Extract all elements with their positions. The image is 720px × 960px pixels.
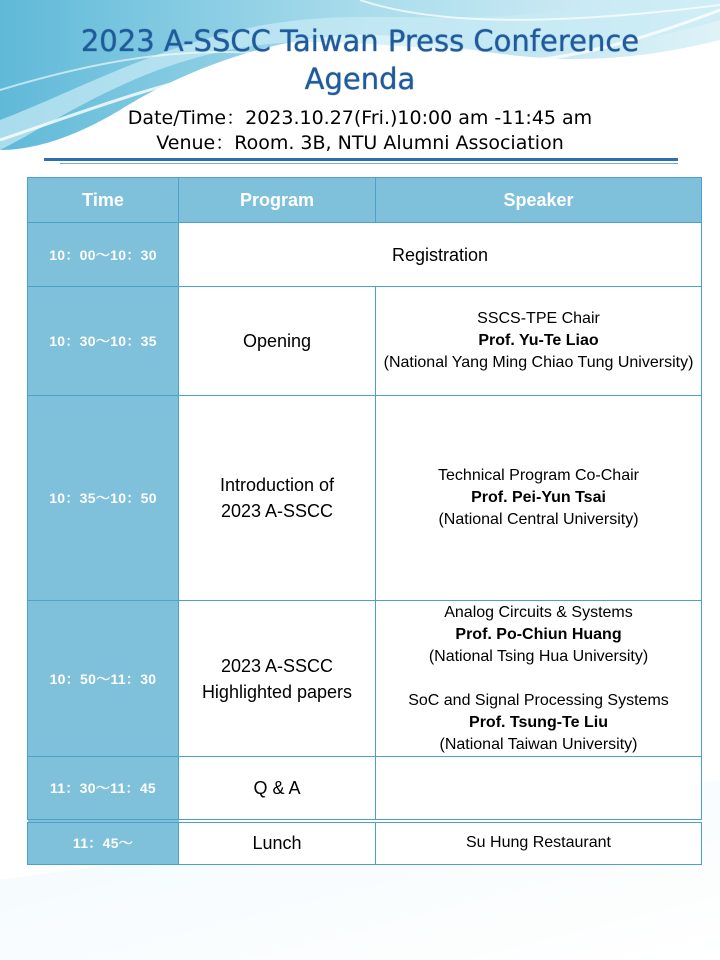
table-row: [28, 601, 702, 757]
title-line-2: Agenda: [304, 62, 416, 96]
speaker-role: Analog Circuits & Systems: [444, 603, 633, 621]
time-cell: 10：35～10：50: [28, 396, 179, 601]
table-header-row: [28, 178, 702, 223]
time-cell: 10：00～10：30: [28, 223, 179, 287]
speaker-affiliation: (National Yang Ming Chiao Tung University): [383, 354, 694, 371]
table-row: [28, 223, 702, 287]
column-header-program: Program: [179, 178, 376, 223]
speaker-name: Prof. Pei-Yun Tsai: [471, 489, 606, 506]
column-header-speaker: Speaker: [376, 178, 702, 223]
time-cell: 11：45～: [28, 821, 179, 865]
speaker-affiliation: (National Tsing Hua University): [428, 647, 649, 665]
program-line-2: 2023 A-SSCC: [220, 501, 334, 521]
program-cell: [179, 396, 376, 601]
program-line-1: Introduction of: [219, 475, 335, 495]
program-cell: [179, 601, 376, 757]
table-row: [28, 287, 702, 396]
speaker-cell: [376, 757, 702, 821]
program-cell: Opening: [179, 287, 376, 396]
table-row: [28, 396, 702, 601]
table-row: [28, 757, 702, 821]
program-cell: Lunch: [179, 821, 376, 865]
speaker-cell: [376, 287, 702, 396]
datetime-text: Date/Time：2023.10.27(Fri.)10:00 am -11:45 am: [127, 107, 593, 129]
speaker-affiliation: (National Central University): [438, 511, 639, 528]
program-line-1: 2023 A-SSCC: [220, 655, 334, 676]
program-cell: Registration: [179, 223, 702, 287]
program-cell: Q & A: [179, 757, 376, 821]
speaker-name: Prof. Yu-Te Liao: [478, 332, 599, 349]
speaker-name: Prof. Tsung-Te Liu: [469, 713, 608, 731]
speaker-cell: [376, 396, 702, 601]
speaker-role: Technical Program Co-Chair: [438, 467, 639, 484]
speaker-role: SSCS-TPE Chair: [477, 310, 600, 327]
time-cell: 11：30～11：45: [28, 757, 179, 821]
page-title: [0, 22, 720, 98]
agenda-table: [27, 177, 702, 865]
venue-text: Venue：Room. 3B, NTU Alumni Association: [156, 132, 564, 154]
header-divider-thin: [60, 163, 678, 164]
title-line-1: 2023 A-SSCC Taiwan Press Conference: [80, 24, 640, 58]
speaker-affiliation: (National Taiwan University): [439, 735, 638, 753]
speaker-name: Prof. Po-Chiun Huang: [455, 625, 622, 643]
program-line-2: Highlighted papers: [201, 681, 353, 702]
table-row: [28, 821, 702, 865]
speaker-spacer: [376, 668, 701, 690]
time-cell: 10：50～11：30: [28, 601, 179, 757]
time-cell: 10：30～10：35: [28, 287, 179, 396]
speaker-cell: Su Hung Restaurant: [376, 821, 702, 865]
speaker-role: SoC and Signal Processing Systems: [408, 691, 669, 709]
header-divider: [44, 158, 678, 161]
speaker-cell: [376, 601, 702, 757]
column-header-time: Time: [28, 178, 179, 223]
event-meta: [0, 106, 720, 156]
